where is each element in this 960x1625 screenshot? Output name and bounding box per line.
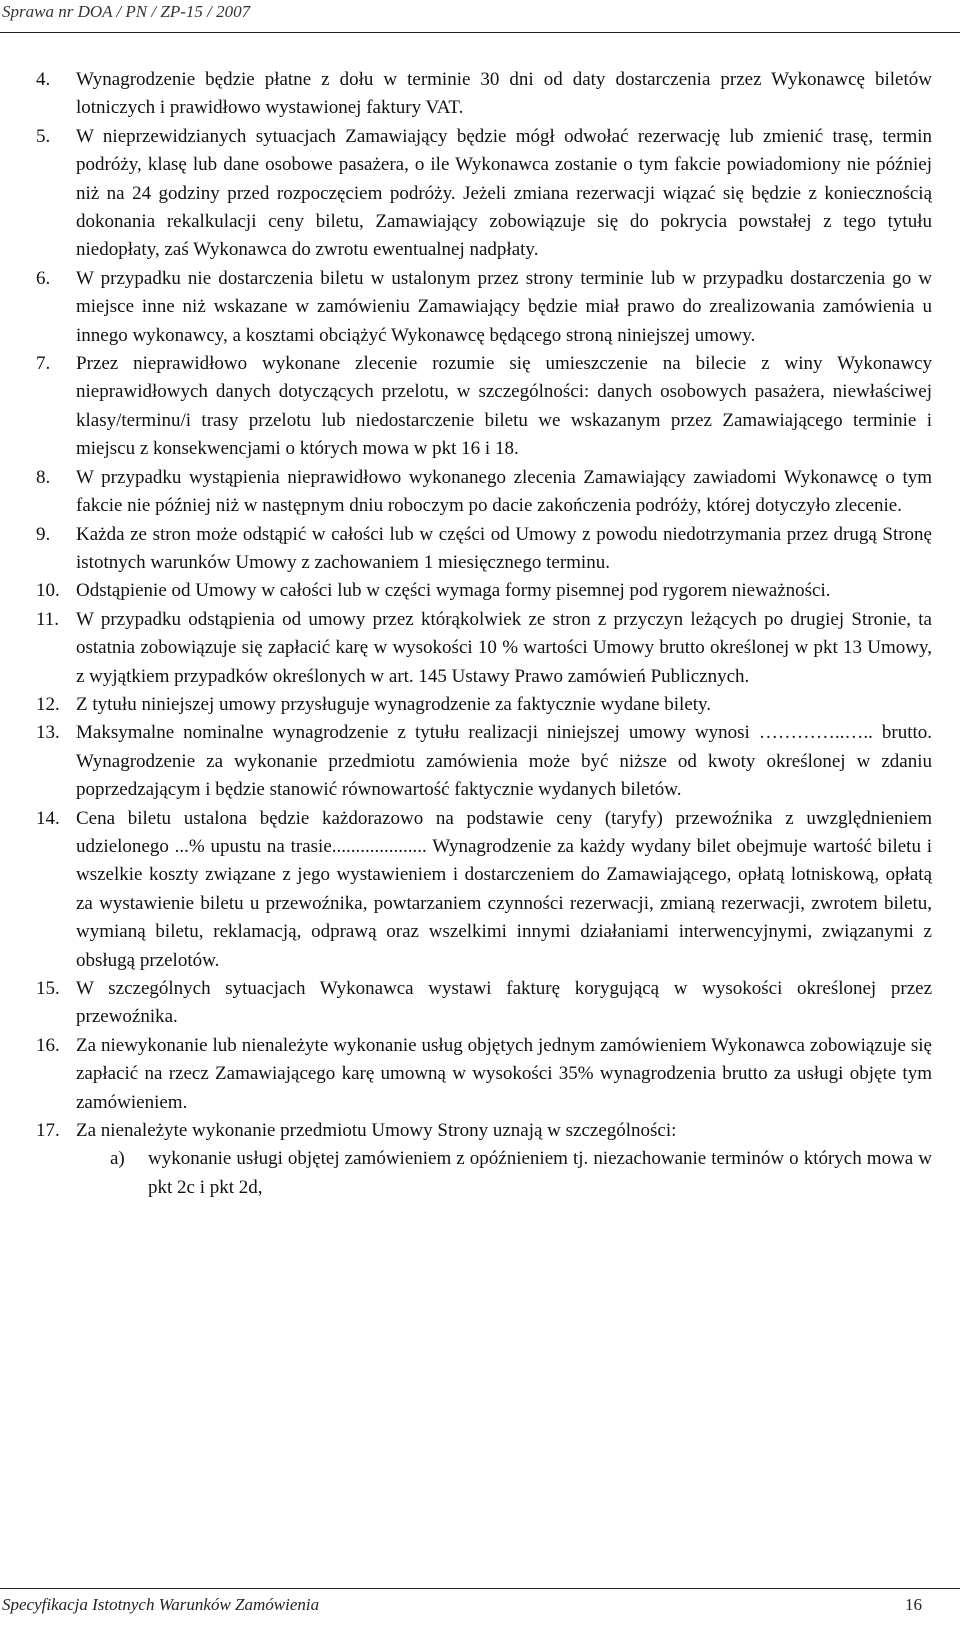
item-text: W szczególnych sytuacjach Wykonawca wystawi fakturę korygującą w wysokości określonej przez przewoźnika.	[76, 978, 932, 1028]
item-number: 10.	[36, 580, 60, 602]
item-number: 16.	[36, 1034, 60, 1056]
item-text: W przypadku wystąpienia nieprawidłowo wykonanego zlecenia Zamawiający zawiadomi Wykonawcę o tym fakcie nie później niż w następnym dniu roboczym po dacie zakończenia podróży, której dotyczyło zlecenie.	[76, 466, 932, 517]
item-number: 13.	[36, 722, 60, 744]
item-text: W nieprzewidzianych sytuacjach Zamawiający będzie mógł odwołać rezerwację lub zmienić trasę, termin podróży, klasę lub dane osobowe pasażera, o ile Wykonawca zostanie o tym fakcie powiadomiony nie później niż na 24 godziny przed rozpoczęciem podróży. Jeżeli zmiana rezerwacji wiązać się będzie z koniecznością dokonania rekalkulacji ceny biletu, Zamawiający zobowiązuje się do pokrycia powstałej z tego tytułu niedopłaty, zaś Wykonawca do zwrotu ewentualnej nadpłaty.	[76, 125, 932, 261]
item-text: Odstąpienie od Umowy w całości lub w części wymaga formy pisemnej pod rygorem nieważności.	[76, 580, 831, 602]
list-item	[36, 464, 932, 521]
list-item	[36, 606, 932, 691]
page-number: 16	[905, 1595, 922, 1614]
list-item	[36, 521, 932, 578]
item-number: 5.	[36, 125, 51, 147]
footer-title: Specyfikacja Istotnych Warunków Zamówienia	[2, 1595, 320, 1614]
list-item	[36, 66, 932, 123]
item-number: 17.	[36, 1120, 60, 1142]
item-text: W przypadku odstąpienia od umowy przez którąkolwiek ze stron z przyczyn leżących po drugiej Stronie, ta ostatnia zobowiązuje się zapłacić karę w wysokości 10 % wartości Umowy brutto określonej w pkt 13 Umowy, z wyjątkiem przypadków określonych w art. 145 Ustawy Prawo zamówień Publicznych.	[76, 608, 932, 687]
list-item	[36, 691, 932, 719]
item-text: Z tytułu niniejszej umowy przysługuje wynagrodzenie za faktycznie wydane bilety.	[76, 693, 712, 715]
sub-item-letter: a)	[110, 1148, 125, 1170]
list-item	[36, 577, 932, 605]
document-body	[36, 66, 932, 1202]
item-text: Maksymalne nominalne wynagrodzenie z tytułu realizacji niniejszej umowy wynosi …………..….. brutto. Wynagrodzenie za wykonanie przedmiotu zamówienia może być niższe od kwoty określonej w zdaniu poprzedzającym i będzie stanowić równowartość faktycznie wydanych biletów.	[76, 722, 932, 801]
item-number: 4.	[36, 69, 51, 90]
page-header	[0, 0, 960, 33]
list-item	[36, 350, 932, 464]
item-number: 7.	[36, 353, 51, 375]
item-number: 11.	[36, 608, 60, 630]
sub-item-text: wykonanie usługi objętej zamówieniem z opóźnieniem tj. niezachowanie terminów o których mowa w pkt 2c i pkt 2d,	[148, 1148, 932, 1198]
item-number: 12.	[36, 693, 60, 715]
list-item	[36, 719, 932, 804]
item-number: 6.	[36, 267, 51, 289]
case-number: Sprawa nr DOA / PN / ZP-15 / 2007	[2, 2, 251, 21]
item-number: 14.	[36, 807, 60, 829]
item-text: Przez nieprawidłowo wykonane zlecenie rozumie się umieszczenie na bilecie z winy Wykonawcy nieprawidłowych danych dotyczących przelotu, w szczególności: danych osobowych pasażera, niewłaściwej klasy/terminu/i trasy przelotu lub niedostarczenie biletu we wskazanym przez Zamawiającego terminie i miejscu z konsekwencjami o których mowa w pkt 16 i 18.	[76, 353, 932, 460]
page-footer	[0, 1588, 960, 1625]
sub-list-item	[110, 1145, 932, 1202]
item-text: Wynagrodzenie będzie płatne z dołu w terminie 30 dni od daty dostarczenia przez Wykonawcę biletów lotniczych i prawidłowo wystawionej faktury VAT.	[76, 69, 932, 119]
item-text: Za niewykonanie lub nienależyte wykonanie usług objętych jednym zamówieniem Wykonawca zobowiązuje się zapłacić na rzecz Zamawiającego karę umowną w wysokości 35% wynagrodzenia brutto za usługi objęte tym zamówieniem.	[76, 1034, 932, 1113]
list-item	[36, 1117, 932, 1145]
item-text: Cena biletu ustalona będzie każdorazowo na podstawie ceny (taryfy) przewoźnika z uwzględnieniem udzielonego ...% upustu na trasie.................... Wynagrodzenie za każdy wydany bilet obejmuje wartość biletu i wszelkie koszty związane z jego wystawieniem i dostarczeniem do Zamawiającego, opłatą lotniskową, opłatą za wystawienie biletu u przewoźnika, powtarzaniem czynności rezerwacji, zmianą rezerwacji, zwrotem biletu, wymianą biletu, reklamacją, odprawą oraz wszelkimi innymi działaniami interwencyjnymi, związanymi z obsługą przelotów.	[76, 807, 932, 971]
list-item	[36, 265, 932, 350]
item-text: Każda ze stron może odstąpić w całości lub w części od Umowy z powodu niedotrzymania przez drugą Stronę istotnych warunków Umowy z zachowaniem 1 miesięcznego terminu.	[76, 523, 932, 573]
item-number: 8.	[36, 466, 51, 488]
list-item	[36, 975, 932, 1032]
list-item	[36, 1032, 932, 1117]
item-number: 15.	[36, 978, 60, 999]
list-item	[36, 123, 932, 265]
item-number: 9.	[36, 523, 51, 545]
item-text: W przypadku nie dostarczenia biletu w ustalonym przez strony terminie lub w przypadku dostarczenia go w miejsce inne niż wskazane w zamówieniu Zamawiający będzie miał prawo do zrealizowania zamówienia u innego wykonawcy, a kosztami obciążyć Wykonawcę będącego stroną niniejszej umowy.	[76, 267, 932, 346]
list-item	[36, 805, 932, 975]
item-text: Za nienależyte wykonanie przedmiotu Umowy Strony uznają w szczególności:	[76, 1120, 677, 1142]
